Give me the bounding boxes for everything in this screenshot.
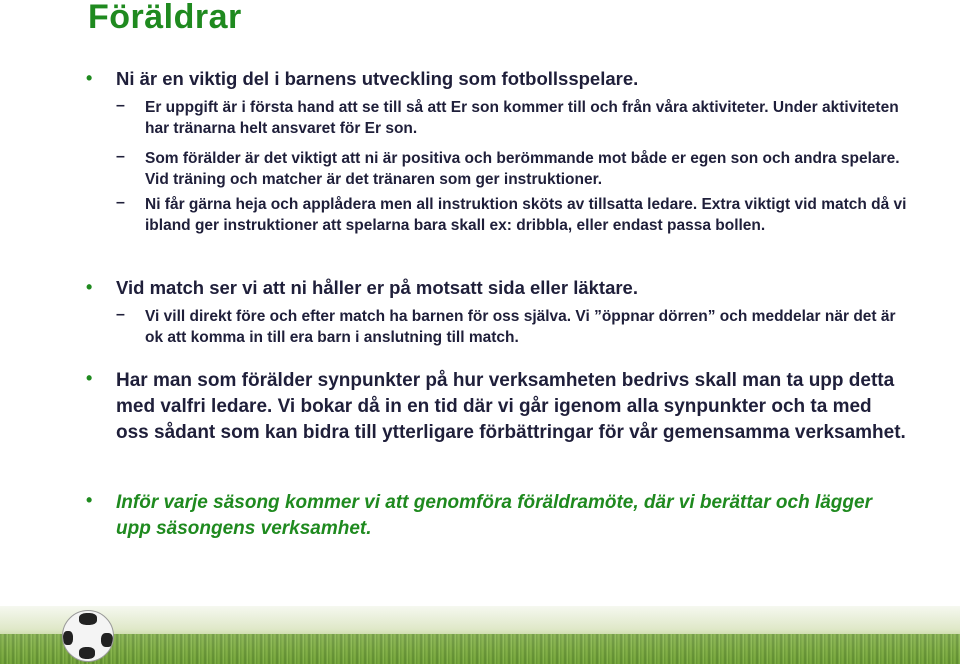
sub-text: Er uppgift är i första hand att se till så att Er son kommer till och från våra aktiviteter. Under aktiviteten har tränarna helt ansvaret för Er son. — [145, 99, 899, 137]
sub-text: Vi vill direkt före och efter match ha barnen för oss själva. Vi ”öppnar dörren” och meddelar när det är ok att komma in till era barn i anslutning till match. — [145, 308, 896, 346]
bullet-text: Inför varje säsong kommer vi att genomföra föräldramöte, där vi berättar och lägger upp säsongens verksamhet. — [116, 492, 872, 539]
dash-icon: – — [116, 194, 125, 211]
dash-icon: – — [116, 97, 125, 114]
bullet-text: Ni är en viktig del i barnens utveckling som fotbollsspelare. — [116, 68, 639, 89]
bullet-icon: • — [86, 490, 93, 510]
sub-text: Ni får gärna heja och applådera men all instruktion sköts av tillsatta ledare. Extra viktigt vid match då vi ibland ger instruktioner att spelarna bara skall ex: dribbla, eller endast passa bollen. — [145, 196, 907, 234]
bullet-icon: • — [86, 277, 93, 297]
dash-icon: – — [116, 306, 125, 323]
grass-footer-image — [0, 606, 960, 664]
bullet-text: Vid match ser vi att ni håller er på motsatt sida eller läktare. — [116, 277, 638, 298]
page-title: Föräldrar — [88, 0, 242, 36]
sub-text: Som förälder är det viktigt att ni är positiva och berömmande mot både er egen son och andra spelare. Vid träning och matcher är det tränaren som ger instruktioner. — [145, 150, 900, 188]
bullet-text: Har man som förälder synpunkter på hur verksamheten bedrivs skall man ta upp detta med valfri ledare. Vi bokar då in en tid där vi går igenom alla synpunkter och ta med oss sådant som kan bidra till ytterligare förbättringar för vår gemensamma verksamhet. — [116, 370, 906, 443]
dash-icon: – — [116, 148, 125, 165]
bullet-icon: • — [86, 368, 93, 388]
grass-texture — [0, 634, 960, 664]
bullet-icon: • — [86, 68, 93, 88]
football-icon — [62, 610, 114, 662]
